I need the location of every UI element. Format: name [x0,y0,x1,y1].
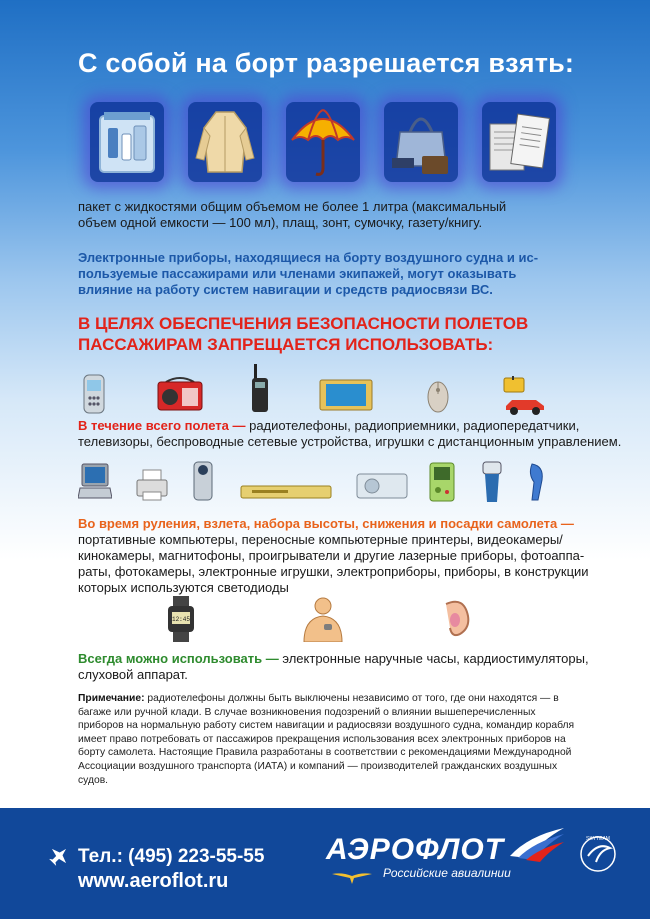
dvd-player-icon [240,484,332,500]
aeroflot-logo-text: АЭРОФЛОТ [326,833,505,866]
taxi-text-line: раты, фотокамеры, электронные игрушки, электроприборы, приборы, в конструкции [78,564,589,579]
newspaper-book-icon [482,102,556,182]
whole-flight-label: В течение всего полета — [78,418,246,433]
warning-line: пользуемые пассажирами или членами экипажей, могут оказывать [78,266,517,281]
whole-flight-text-line: телевизоры, беспроводные сетевые устройства, игрушки с дистанционным управлением. [78,434,622,449]
always-allowed-text-line: электронные наручные часы, кардиостимуляторы, [278,651,589,666]
handbag-icon [384,102,458,182]
radio-icon [156,376,204,412]
page-title: С собой на борт разрешается взять: [78,48,575,78]
hair-dryer-icon [524,462,548,502]
aeroflot-emblem-icon [332,866,372,886]
allowed-text-line: объем одной емкости — 100 мл), плащ, зонт, сумочку, газету/книгу. [78,215,483,230]
prohibited-heading-line: ПАССАЖИРАМ ЗАПРЕЩАЕТСЯ ИСПОЛЬЗОВАТЬ: [78,335,494,354]
handheld-game-icon [428,462,456,502]
warning-text [78,250,538,298]
whole-flight-text-line: радиотелефоны, радиоприемники, радиопередатчики, [245,418,580,433]
always-allowed-text [78,651,589,683]
taxi-text-line: которых используются светодиоды [78,580,289,595]
raincoat-icon [188,102,262,182]
taxi-phases-text [78,516,589,596]
warning-line: Электронные приборы, находящиеся на борту воздушного судна и ис- [78,250,539,265]
note [78,692,578,787]
liquids-bag-icon [90,102,164,182]
tv-icon [318,378,374,414]
cd-player-icon [356,472,408,500]
phone-number[interactable]: Тел.: (495) 223-55-55 [78,846,265,867]
pacemaker-icon [300,596,346,642]
printer-icon [135,468,169,502]
skyteam-label: SKYTEAM [586,836,610,842]
taxi-phases-label: Во время руления, взлета, набора высоты, снижения и посадки самолета — [78,516,574,531]
website-link[interactable]: www.aeroflot.ru [78,870,229,892]
watch-display: 12:45 [171,616,191,623]
always-allowed-label: Всегда можно использовать — [78,651,279,666]
aeroflot-tagline: Российские авиалинии [383,866,511,880]
hearing-aid-icon [438,598,472,640]
whole-flight-text [78,418,621,450]
warning-line: влияние на работу систем навигации и средств радиосвязи ВС. [78,282,493,297]
rc-toy-icon [498,376,546,416]
note-label: Примечание: [78,693,145,704]
allowed-items-icons [90,102,560,192]
wristwatch-icon [166,596,196,642]
laptop-icon [78,462,112,502]
always-allowed-text-line: слуховой аппарат. [78,667,188,682]
taxi-text-line: портативные компьютеры, переносные компьютерные принтеры, видеокамеры/ [78,532,563,547]
allowed-items-text [78,199,506,231]
skyteam-logo-icon [578,834,618,874]
mobile-phone-icon [82,374,106,414]
shaver-icon [480,460,504,504]
walkie-talkie-icon [250,364,270,414]
airplane-icon [48,845,70,867]
umbrella-icon [286,102,360,182]
prohibited-heading-line: В ЦЕЛЯХ ОБЕСПЕЧЕНИЯ БЕЗОПАСНОСТИ ПОЛЕТОВ [78,314,529,333]
camcorder-icon [190,460,216,502]
taxi-text-line: кинокамеры, магнитофоны, проигрыватели и другие лазерные приборы, фотоаппа- [78,548,585,563]
note-text: радиотелефоны должны быть выключены независимо от того, где они находятся — в багаже или ручной клади. В случае возникновения подозрений о влиянии вышеперечисленных приборов на нормальную работу систем навигации и радиосвязи воздушного судна, командир корабля имеет право потребовать от пассажиров прекращения использования всех электронных приборов на борту самолета. Настоящие Правила разработаны в соответствии с рекомендациями Международной Ассоциации воздушного транспорта (ИАТА) и компаний — производителей гражданских воздушных судов. [78,693,575,786]
prohibited-heading [78,313,528,355]
wireless-mouse-icon [426,380,450,414]
flag-wing-icon [508,826,566,862]
allowed-text-line: пакет с жидкостями общим объемом не более 1 литра (максимальный [78,199,507,214]
